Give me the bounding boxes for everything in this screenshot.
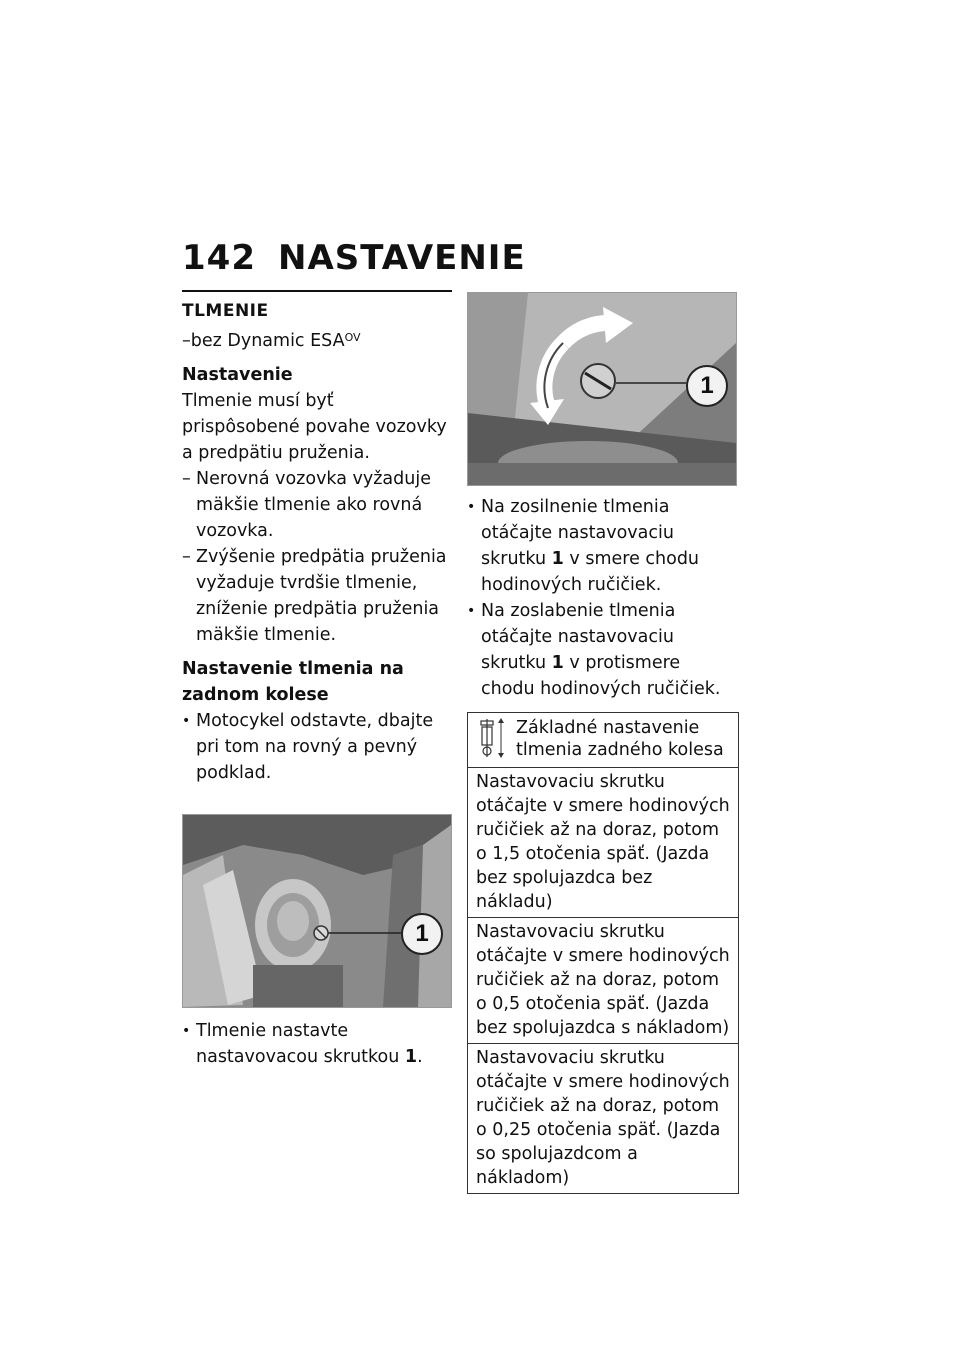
rear-shock-photo <box>182 814 452 1008</box>
left-column <box>182 290 452 1070</box>
callout-1: 1 <box>401 913 443 955</box>
table-row: Nastavovaciu skrutku otáčajte v smere hodinových ručičiek až na doraz, potom o 0,5 otočenia späť. (Jazda bez spolujazdca s nákladom) <box>468 918 738 1044</box>
page-number: 142 <box>182 238 256 278</box>
subheading-rear-damping: Nastavenie tlmenia na zadnom kolese <box>182 659 404 705</box>
subheading-setting: Nastavenie <box>182 365 293 385</box>
bullet-text: Tlmenie nastavte nastavovacou skrutkou <box>196 1021 405 1067</box>
table-title: Základné nastavenie tlmenia zadného kolesa <box>516 718 724 760</box>
callout-1: 1 <box>686 365 728 407</box>
bullet-text: Na zoslabenie tlmenia otáčajte nastavovaciu skrutku <box>481 601 676 673</box>
instruction-bullet: • Motocykel odstavte, dbajte pri tom na rovný a pevný podklad. <box>182 708 452 786</box>
variant-note <box>182 328 452 354</box>
rear-shock-illustration <box>183 815 451 1007</box>
variant-superscript: OV <box>344 331 361 344</box>
page-header <box>182 238 526 278</box>
table-header <box>468 713 738 768</box>
reference-number: 1 <box>404 1047 418 1067</box>
chapter-title: NASTAVENIE <box>278 238 526 278</box>
instruction-bullet <box>467 494 739 598</box>
bullet-text-end: v protismere chodu hodinových ručičiek. <box>481 653 721 699</box>
instruction-bullet <box>182 1018 452 1070</box>
variant-text: –bez Dynamic ESA <box>182 331 345 351</box>
intro-paragraph: Tlmenie musí byť prispôsobené povahe vozovky a predpätiu pruženia. <box>182 391 447 463</box>
table-row: Nastavovaciu skrutku otáčajte v smere hodinových ručičiek až na doraz, potom o 1,5 otočenia späť. (Jazda bez spolujazdca bez nákladu) <box>468 768 738 918</box>
shock-absorber-icon <box>476 717 506 759</box>
dash-item: – Nerovná vozovka vyžaduje mäkšie tlmenie ako rovná vozovka. <box>182 466 452 544</box>
section-divider <box>182 290 452 292</box>
bullet-text-end: v smere chodu hodinových ručičiek. <box>481 549 700 595</box>
reference-number: 1 <box>551 653 564 673</box>
adjuster-screw-photo <box>467 292 737 486</box>
instruction-bullet <box>467 598 739 702</box>
reference-number: 1 <box>551 549 564 569</box>
dash-item: – Zvýšenie predpätia pruženia vyžaduje tvrdšie tlmenie, zníženie predpätia pruženia mäkšie tlmenie. <box>182 544 452 648</box>
right-column <box>467 292 739 1194</box>
bullet-text-end: . <box>417 1047 423 1067</box>
section-title: TLMENIE <box>182 301 269 321</box>
bullet-text: Na zosilnenie tlmenia otáčajte nastavovaciu skrutku <box>481 497 674 569</box>
table-row: Nastavovaciu skrutku otáčajte v smere hodinových ručičiek až na doraz, potom o 0,25 otočenia späť. (Jazda so spolujazdcom a nákladom) <box>476 1048 730 1188</box>
settings-table <box>467 712 739 1194</box>
